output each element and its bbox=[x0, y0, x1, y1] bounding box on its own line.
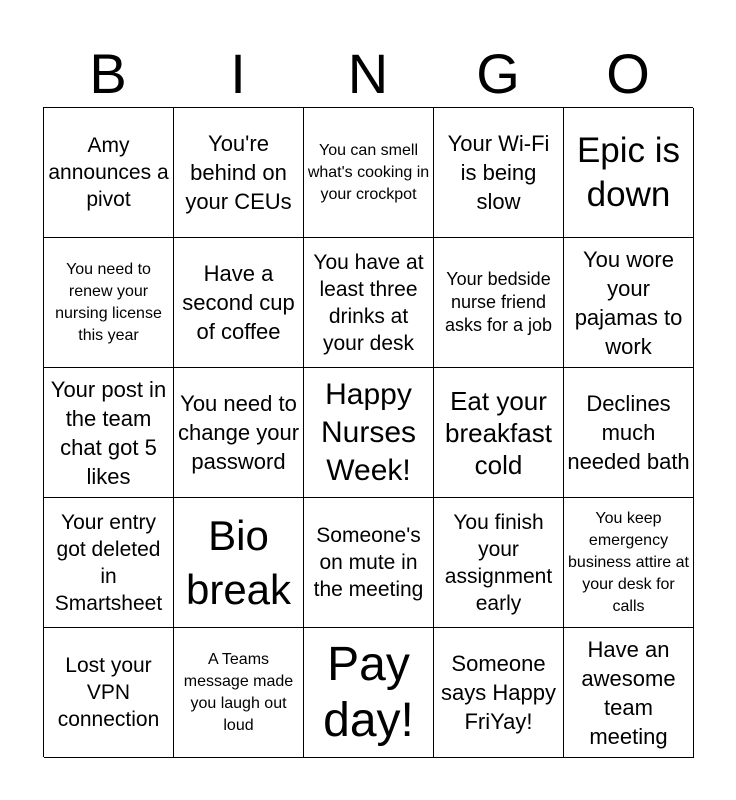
header-letter-i: I bbox=[230, 42, 246, 105]
bingo-cell[interactable] bbox=[174, 628, 304, 758]
cell-text: Your entry got deleted in Smartsheet bbox=[54, 510, 163, 615]
bingo-board bbox=[43, 107, 693, 757]
bingo-cell[interactable] bbox=[434, 368, 564, 498]
cell-text: Happy Nurses Week! bbox=[320, 377, 417, 487]
bingo-cell[interactable] bbox=[564, 368, 694, 498]
cell-text: Lost your VPN connection bbox=[57, 654, 160, 731]
bingo-cell[interactable] bbox=[44, 498, 174, 628]
cell-text: Epic is down bbox=[576, 130, 681, 214]
bingo-header bbox=[43, 40, 693, 108]
cell-text: Your post in the team chat got 5 likes bbox=[50, 376, 167, 489]
bingo-cell[interactable] bbox=[174, 238, 304, 368]
cell-text: Pay day! bbox=[323, 637, 414, 747]
bingo-cell[interactable] bbox=[44, 628, 174, 758]
cell-text: Your Wi-Fi is being slow bbox=[447, 131, 550, 214]
cell-text: You need to renew your nursing license this year bbox=[55, 260, 162, 344]
header-letter-o: O bbox=[606, 42, 650, 105]
cell-text: Have an awesome team meeting bbox=[581, 636, 676, 749]
cell-text: Someone's on mute in the meeting bbox=[313, 524, 424, 601]
bingo-cell[interactable] bbox=[564, 108, 694, 238]
bingo-cell[interactable] bbox=[174, 108, 304, 238]
bingo-cell[interactable] bbox=[44, 368, 174, 498]
bingo-cell[interactable] bbox=[564, 628, 694, 758]
header-letter-n: N bbox=[347, 42, 389, 105]
cell-text: You're behind on your CEUs bbox=[185, 131, 292, 214]
cell-text: Declines much needed bath bbox=[567, 391, 690, 474]
cell-text: You have at least three drinks at your desk bbox=[313, 250, 424, 355]
cell-text: You need to change your password bbox=[177, 391, 300, 474]
cell-text: You wore your pajamas to work bbox=[574, 246, 683, 359]
bingo-cell[interactable] bbox=[304, 498, 434, 628]
header-letter-g: G bbox=[476, 42, 520, 105]
cell-text: Someone says Happy FriYay! bbox=[441, 651, 556, 734]
cell-text: Bio break bbox=[185, 511, 292, 613]
cell-text: Amy announces a pivot bbox=[48, 134, 169, 211]
cell-text: You keep emergency business attire at your desk for calls bbox=[568, 509, 689, 615]
cell-text: Eat your breakfast cold bbox=[445, 385, 552, 480]
cell-text: Your bedside nurse friend asks for a job bbox=[444, 269, 553, 335]
cell-text: Have a second cup of coffee bbox=[182, 261, 295, 344]
bingo-cell[interactable] bbox=[44, 108, 174, 238]
bingo-cell[interactable] bbox=[304, 238, 434, 368]
header-letter-b: B bbox=[89, 42, 127, 105]
bingo-cell[interactable] bbox=[434, 238, 564, 368]
cell-text: You finish your assignment early bbox=[444, 510, 553, 615]
bingo-cell[interactable] bbox=[564, 498, 694, 628]
bingo-cell[interactable] bbox=[44, 238, 174, 368]
bingo-cell[interactable] bbox=[174, 368, 304, 498]
bingo-cell[interactable] bbox=[304, 368, 434, 498]
bingo-cell[interactable] bbox=[564, 238, 694, 368]
bingo-cell[interactable] bbox=[304, 628, 434, 758]
bingo-cell[interactable] bbox=[434, 498, 564, 628]
bingo-cell[interactable] bbox=[434, 628, 564, 758]
bingo-cell[interactable] bbox=[174, 498, 304, 628]
cell-text: You can smell what's cooking in your crockpot bbox=[307, 141, 430, 203]
bingo-cell[interactable] bbox=[304, 108, 434, 238]
cell-text: A Teams message made you laugh out loud bbox=[183, 650, 294, 734]
bingo-cell[interactable] bbox=[434, 108, 564, 238]
